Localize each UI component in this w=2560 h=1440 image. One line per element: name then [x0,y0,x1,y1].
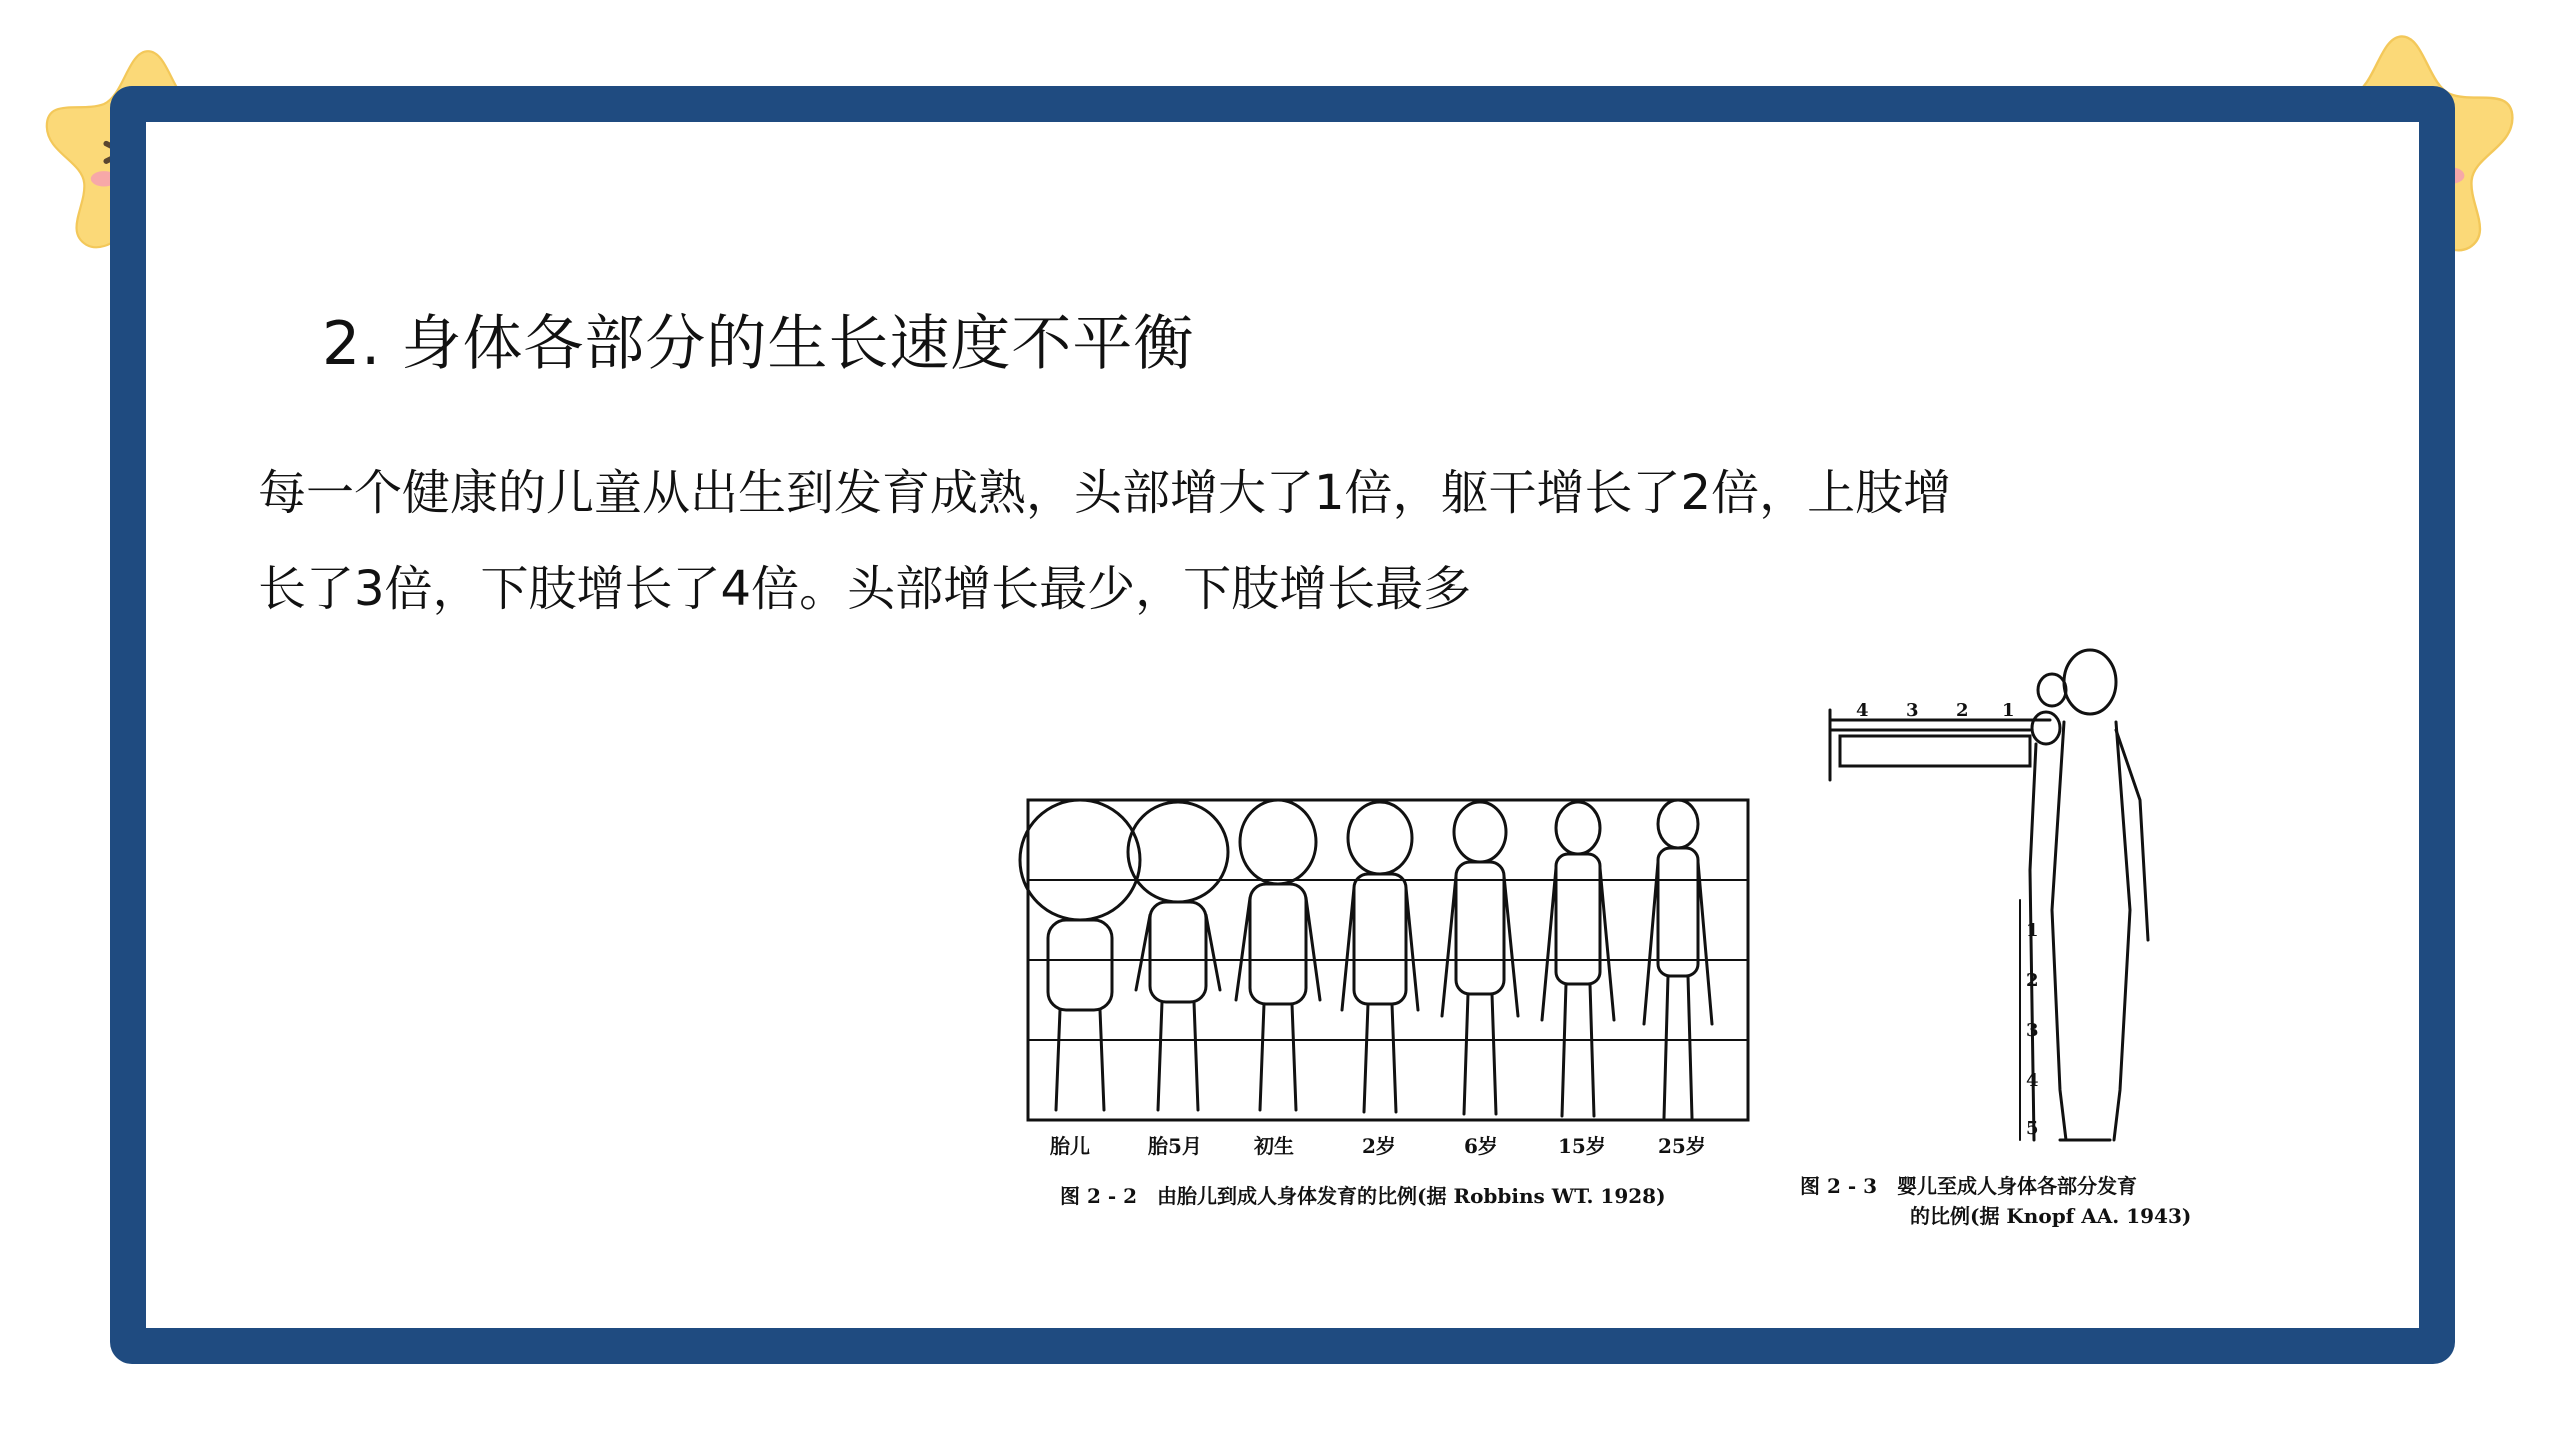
age-label: 25岁 [1658,1134,1706,1158]
age-label: 胎5月 [1148,1134,1202,1158]
proportion-grid-illustration [1010,780,1770,1230]
age-label: 6岁 [1464,1134,1498,1158]
body-paragraph [258,445,2218,637]
arm-scale-number: 1 [2002,700,2015,721]
leg-scale-number: 2 [2026,970,2039,991]
leg-scale-number: 1 [2026,920,2039,941]
arm-scale-number: 3 [1906,700,1919,721]
arm-scale-number: 2 [1956,700,1969,721]
arm-scale-number: 4 [1856,700,1869,721]
body-line: 长了3倍，下肢增长了4倍。头部增长最少，下肢增长最多 [258,561,1472,617]
leg-scale-number: 3 [2026,1020,2039,1041]
slide-title: 2. 身体各部分的生长速度不平衡 [322,309,1195,379]
figure-caption: 的比例(据 Knopf AA. 1943) [1910,1204,2192,1228]
age-label: 胎儿 [1050,1134,1090,1158]
leg-scale-number: 5 [2026,1118,2039,1139]
infant-adult-overlay-illustration [1790,640,2220,1240]
figure-body-proportions [1010,780,1770,1230]
figure-caption: 图 2 - 3 婴儿至成人身体各部分发育 [1800,1174,2138,1198]
age-label: 初生 [1254,1134,1294,1158]
body-line: 每一个健康的儿童从出生到发育成熟，头部增大了1倍，躯干增长了2倍，上肢增 [258,465,1952,521]
age-label: 2岁 [1362,1134,1396,1158]
age-label: 15岁 [1558,1134,1606,1158]
figure-caption: 图 2 - 2 由胎儿到成人身体发育的比例(据 Robbins WT. 1928) [1060,1184,1666,1208]
leg-scale-number: 4 [2026,1070,2039,1091]
figure-infant-to-adult [1790,640,2220,1240]
